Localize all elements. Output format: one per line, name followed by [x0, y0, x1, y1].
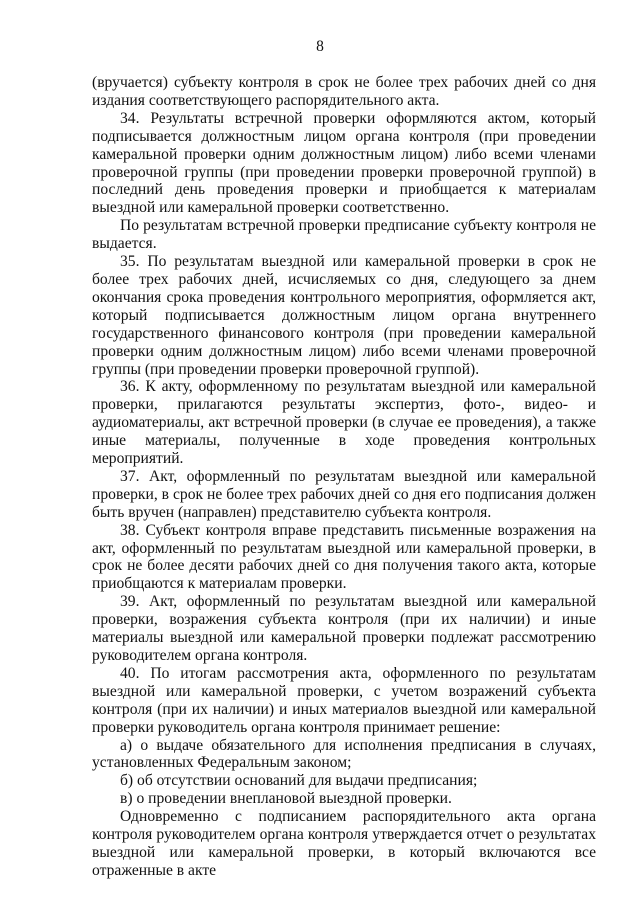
paragraph-34-note: По результатам встречной проверки предписание субъекту контроля не выдается.: [92, 217, 596, 253]
paragraph-40-item-c: в) о проведении внеплановой выездной проверки.: [120, 790, 452, 808]
paragraph-39: 39. Акт, оформленный по результатам выездной или камеральной проверки, возражения субъекта контроля (при их наличии) и иные материалы выездной или камеральной проверки подлежат рассмотрению руководителем органа контроля.: [92, 593, 596, 664]
paragraph-40-item-b: б) об отсутствии оснований для выдачи предписания;: [120, 772, 478, 790]
document-body: [92, 74, 596, 880]
page-number: 8: [316, 38, 324, 55]
paragraph-final: Одновременно с подписанием распорядительного акта органа контроля руководителем органа контроля утверждается отчет о результатах выездной или камеральной проверки, в который включаются все отраженные в акте: [92, 808, 596, 879]
paragraph-37: 37. Акт, оформленный по результатам выездной или камеральной проверки, в срок не более трех рабочих дней со дня его подписания должен быть вручен (направлен) представителю субъекта контроля.: [92, 467, 596, 521]
paragraph-38: 38. Субъект контроля вправе представить письменные возражения на акт, оформленный по результатам выездной или камеральной проверки, в срок не более десяти рабочих дней со дня получения такого акта, которые приобщаются к материалам проверки.: [92, 521, 596, 593]
paragraph-34: 34. Результаты встречной проверки оформляются актом, который подписывается должностным лицом органа контроля (при проведении камеральной проверки одним должностным лицом) либо всеми членами проверочной группы (при проведении проверки проверочной группой) в последний день проведения проверки и приобщается к материалам выездной или камеральной проверки соответственно.: [92, 109, 596, 217]
paragraph-40-item-a: а) о выдаче обязательного для исполнения предписания в случаях, установленных Федеральным законом;: [92, 736, 596, 772]
paragraph-40: 40. По итогам рассмотрения акта, оформленного по результатам выездной или камеральной проверки, с учетом возражений субъекта контроля (при их наличии) и иных материалов выездной или камеральной проверки руководитель органа контроля принимает решение:: [92, 664, 596, 736]
paragraph-36: 36. К акту, оформленному по результатам выездной или камеральной проверки, прилагаются результаты экспертиз, фото-, видео- и аудиоматериалы, акт встречной проверки (в случае ее проведения), а также иные материалы, полученные в ходе проведения контрольных мероприятий.: [92, 378, 596, 468]
paragraph-continuation: (вручается) субъекту контроля в срок не более трех рабочих дней со дня издания соответствующего распорядительного акта.: [92, 74, 596, 109]
paragraph-35: 35. По результатам выездной или камеральной проверки в срок не более трех рабочих дней, исчисляемых со дня, следующего за днем окончания срока проведения контрольного мероприятия, оформляется акт, который подписывается должностным лицом органа внутреннего государственного финансового контроля (при проведении камеральной проверки одним должностным лицом) либо всеми членами проверочной группы (при проведении проверки проверочной группой).: [92, 253, 596, 378]
